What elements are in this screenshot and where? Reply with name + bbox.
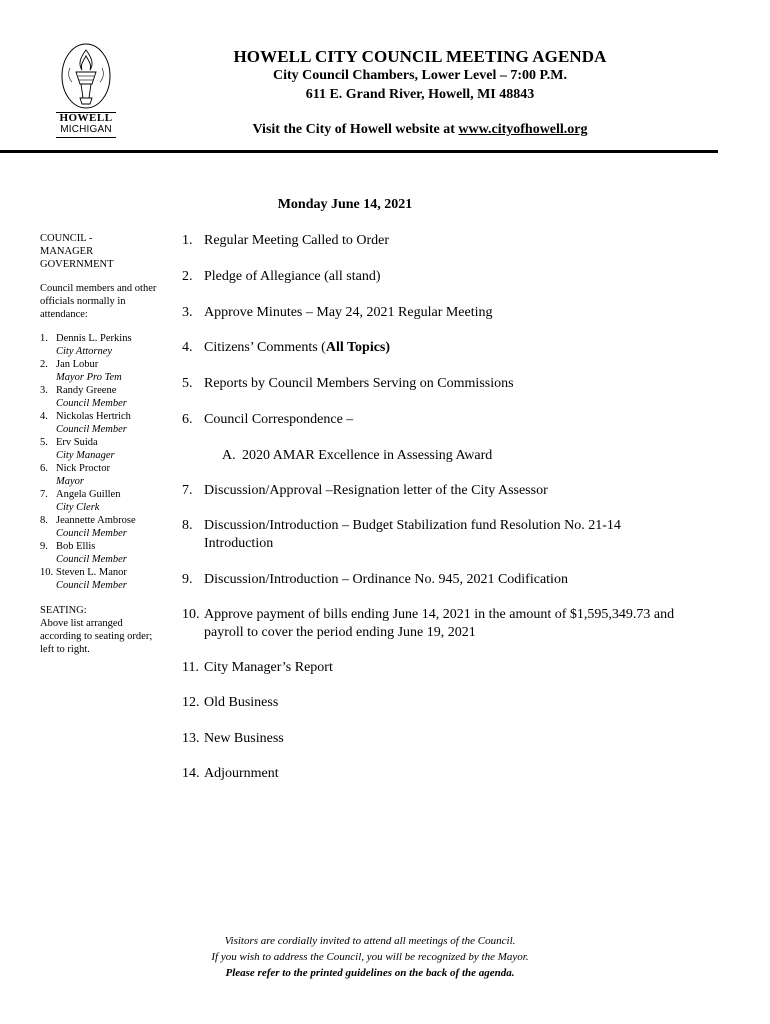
seating-title: SEATING: bbox=[40, 605, 87, 616]
website-prefix: Visit the City of Howell website at bbox=[252, 122, 455, 137]
member-role: City Manager bbox=[56, 450, 115, 461]
agenda-item: 5. Reports by Council Members Serving on Commissions bbox=[182, 376, 514, 391]
sidebar bbox=[40, 232, 160, 656]
agenda-item: 6. Council Correspondence – bbox=[182, 412, 354, 427]
header-rule bbox=[0, 150, 718, 153]
agenda-item: 13. New Business bbox=[182, 731, 284, 746]
member-role: Council Member bbox=[56, 424, 127, 435]
logo-city-name: HOWELL bbox=[59, 112, 113, 124]
member-item: 10. Steven L. Manor bbox=[40, 567, 127, 578]
member-role: Council Member bbox=[56, 554, 127, 565]
seating-text: Above list arranged according to seating order; left to right. bbox=[40, 618, 153, 655]
logo-divider-bottom bbox=[56, 137, 116, 138]
member-role: Council Member bbox=[56, 398, 127, 409]
meeting-location: City Council Chambers, Lower Level – 7:00 P.M. bbox=[273, 68, 567, 83]
footer-line-3: Please refer to the printed guidelines on the back of the agenda. bbox=[225, 967, 515, 979]
website-link[interactable]: www.cityofhowell.org bbox=[458, 122, 588, 137]
agenda-subitem: A. 2020 AMAR Excellence in Assessing Award bbox=[222, 448, 493, 463]
footer-line-1: Visitors are cordially invited to attend all meetings of the Council. bbox=[224, 935, 516, 947]
footer-line-2: If you wish to address the Council, you will be recognized by the Mayor. bbox=[211, 951, 529, 963]
member-item: 4. Nickolas Hertrich bbox=[40, 411, 131, 422]
agenda-title: HOWELL CITY COUNCIL MEETING AGENDA bbox=[233, 47, 607, 66]
meeting-address: 611 E. Grand River, Howell, MI 48843 bbox=[305, 87, 535, 102]
member-item: 2. Jan Lobur bbox=[40, 359, 99, 370]
member-item: 5. Erv Suida bbox=[40, 437, 98, 448]
agenda-item: 2. Pledge of Allegiance (all stand) bbox=[182, 269, 381, 284]
member-item: 7. Angela Guillen bbox=[40, 489, 121, 500]
government-line-2: MANAGER bbox=[40, 246, 94, 257]
agenda-item: 12. Old Business bbox=[182, 695, 279, 710]
city-logo bbox=[50, 42, 122, 140]
government-type bbox=[40, 232, 160, 271]
member-item: 6. Nick Proctor bbox=[40, 463, 110, 474]
member-item: 9. Bob Ellis bbox=[40, 541, 96, 552]
all-topics-emphasis: All Topics) bbox=[325, 340, 391, 355]
agenda-item: 1. Regular Meeting Called to Order bbox=[182, 233, 390, 248]
footer-note bbox=[100, 933, 640, 981]
agenda-item: 7. Discussion/Approval –Resignation letter of the City Assessor bbox=[182, 483, 548, 498]
member-list bbox=[40, 332, 160, 592]
member-item: 1. Dennis L. Perkins bbox=[40, 333, 132, 344]
member-role: Council Member bbox=[56, 528, 127, 539]
member-role: Council Member bbox=[56, 580, 127, 591]
attendance-intro: Council members and other officials normally in attendance: bbox=[40, 283, 157, 320]
government-line-3: GOVERNMENT bbox=[40, 259, 114, 270]
member-role: City Attorney bbox=[56, 346, 113, 357]
agenda-item: 4. Citizens’ Comments (All Topics) bbox=[182, 340, 391, 355]
agenda-item: 11. City Manager’s Report bbox=[182, 660, 333, 675]
member-role: Mayor bbox=[56, 476, 84, 487]
government-line-1: COUNCIL - bbox=[40, 233, 93, 244]
member-role: Mayor Pro Tem bbox=[56, 372, 122, 383]
member-item: 8. Jeannette Ambrose bbox=[40, 515, 136, 526]
member-role: City Clerk bbox=[56, 502, 100, 513]
agenda-item: 8. Discussion/Introduction – Budget Stabilization fund Resolution No. 21-14 Introduction bbox=[182, 518, 621, 551]
agenda-item: 14. Adjournment bbox=[182, 766, 279, 781]
agenda-item: 3. Approve Minutes – May 24, 2021 Regular Meeting bbox=[182, 305, 493, 320]
website-line bbox=[120, 122, 720, 138]
agenda-item: 10. Approve payment of bills ending June 14, 2021 in the amount of $1,595,349.73 and payroll to cover the period ending June 19, 2021 bbox=[182, 607, 675, 640]
logo-state-name: MICHIGAN bbox=[60, 124, 112, 135]
meeting-date: Monday June 14, 2021 bbox=[277, 197, 413, 212]
agenda-item: 9. Discussion/Introduction – Ordinance No. 945, 2021 Codification bbox=[182, 572, 568, 587]
member-item: 3. Randy Greene bbox=[40, 385, 117, 396]
torch-emblem-icon bbox=[50, 42, 122, 112]
